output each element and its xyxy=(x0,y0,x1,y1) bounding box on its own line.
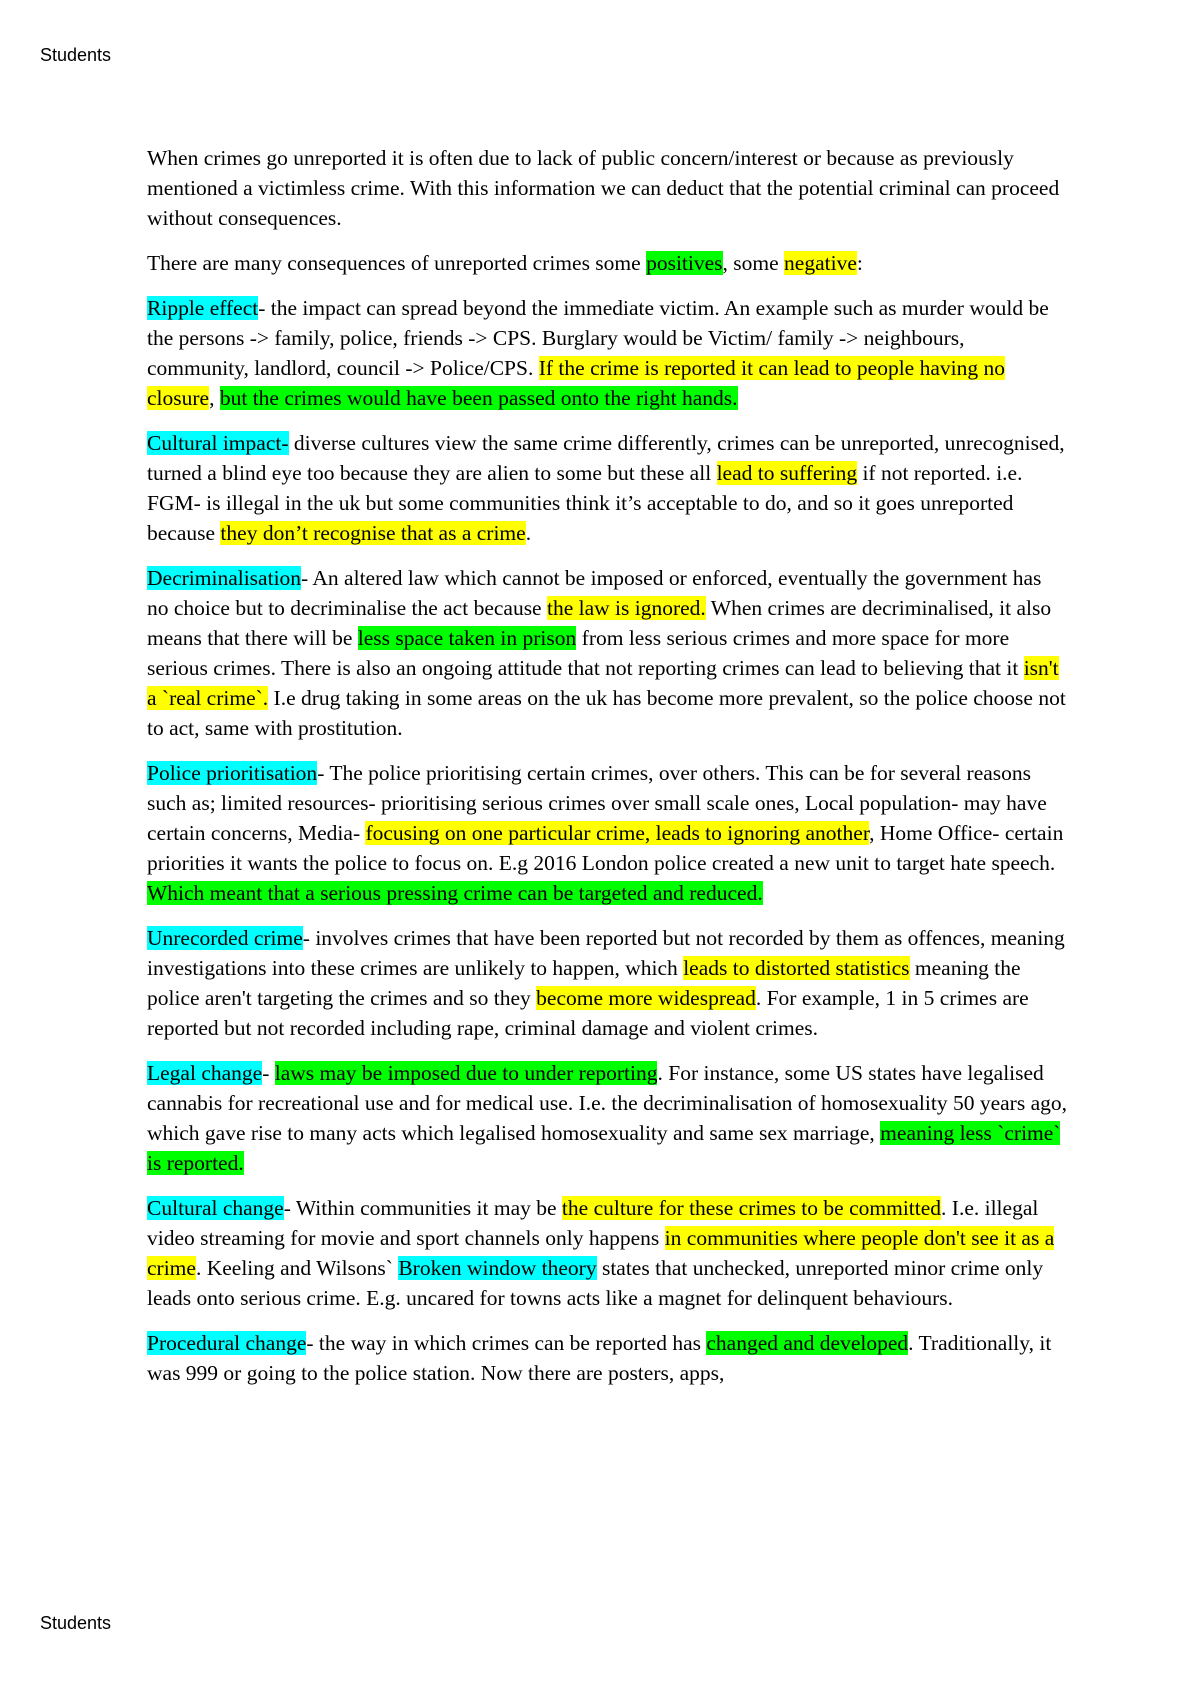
heading-highlight: Broken window theory xyxy=(398,1256,597,1280)
paragraph xyxy=(147,563,1067,743)
heading-highlight: Decriminalisation xyxy=(147,566,302,590)
paragraph xyxy=(147,758,1067,908)
positive-highlight: laws may be imposed due to under reporting xyxy=(274,1061,658,1085)
text-run: meaning the police aren't targeting the crimes and so they xyxy=(147,956,1021,1010)
text-run: . xyxy=(525,521,532,545)
text-run: - involves crimes that have been reported but not recorded by them as offences, meaning investigations into these crimes are unlikely to happen, which xyxy=(147,926,1065,980)
text-run: - xyxy=(262,1061,275,1085)
positive-highlight: but the crimes would have been passed onto the right hands. xyxy=(219,386,738,410)
negative-highlight: lead to suffering xyxy=(716,461,858,485)
text-run: states that unchecked, unreported minor crime only leads onto serious crime. E.g. uncared for towns acts like a magnet for delinquent behaviours. xyxy=(147,1256,1044,1310)
paragraph xyxy=(147,923,1067,1043)
text-run: , Home Office- certain priorities it wants the police to focus on. E.g 2016 London police created a new unit to target hate speech. xyxy=(147,821,1064,875)
text-run: from less serious crimes and more space for more serious crimes. There is also an ongoing attitude that not reporting crimes can lead to believing that it xyxy=(147,626,1024,680)
heading-highlight: Ripple effect xyxy=(147,296,259,320)
text-run: When crimes go unreported it is often due to lack of public concern/interest or because as previously mentioned a victimless crime. With this information we can deduct that the potential criminal can proceed without consequences. xyxy=(147,146,1060,230)
negative-highlight: If the crime is reported it can lead to people having no closure xyxy=(147,356,1005,410)
paragraph xyxy=(147,1058,1067,1178)
negative-highlight: the law is ignored. xyxy=(546,596,706,620)
text-run: . I.e. illegal video streaming for movie and sport channels only happens xyxy=(147,1196,1039,1250)
paragraph xyxy=(147,293,1067,413)
heading-highlight: Unrecorded crime xyxy=(147,926,303,950)
paragraph xyxy=(147,143,1067,233)
heading-highlight: Cultural change xyxy=(147,1196,284,1220)
negative-highlight: in communities where people don't see it as a crime xyxy=(147,1226,1055,1280)
paragraph xyxy=(147,1328,1067,1388)
text-run: . For example, 1 in 5 crimes are reported but not recorded including rape, criminal damage and violent crimes. xyxy=(147,986,1029,1040)
text-run: There are many consequences of unreported crimes some xyxy=(147,251,647,275)
text-run: . Keeling and Wilsons` xyxy=(195,1256,399,1280)
page-header-label: Students xyxy=(40,45,112,65)
positive-highlight: changed and developed xyxy=(706,1331,909,1355)
paragraph xyxy=(147,1193,1067,1313)
text-run: if not reported. i.e. FGM- is illegal in the uk but some communities think it’s acceptable to do, and so it goes unreported because xyxy=(147,461,1023,545)
paragraph xyxy=(147,248,1067,278)
paragraph xyxy=(147,428,1067,548)
positive-highlight: positives xyxy=(646,251,723,275)
text-run: When crimes are decriminalised, it also means that there will be xyxy=(147,596,1052,650)
text-run: - the impact can spread beyond the immediate victim. An example such as murder would be the persons -> family, police, friends -> CPS. Burglary would be Victim/ family -> neighbours, community, landlord, council -> Police/CPS. xyxy=(147,296,1049,380)
negative-highlight: isn't a `real crime`. xyxy=(147,656,1059,710)
negative-highlight: become more widespread xyxy=(536,986,756,1010)
text-run: , xyxy=(209,386,220,410)
heading-highlight: Police prioritisation xyxy=(147,761,318,785)
text-run: . For instance, some US states have legalised cannabis for recreational use and for medical use. I.e. the decriminalisation of homosexuality 50 years ago, which gave rise to many acts which legalised homosexuality and same sex marriage, xyxy=(147,1061,1067,1145)
text-run: I.e drug taking in some areas on the uk has become more prevalent, so the police choose not to act, same with prostitution. xyxy=(147,686,1066,740)
negative-highlight: leads to distorted statistics xyxy=(683,956,910,980)
heading-highlight: Procedural change xyxy=(147,1331,307,1355)
negative-highlight: focusing on one particular crime, leads to ignoring another xyxy=(365,821,870,845)
positive-highlight: less space taken in prison xyxy=(357,626,577,650)
negative-highlight: the culture for these crimes to be committed xyxy=(561,1196,942,1220)
page-footer-label: Students xyxy=(40,1613,112,1633)
positive-highlight: meaning less `crime` is reported. xyxy=(147,1121,1061,1175)
text-run: - The police prioritising certain crimes, over others. This can be for several reasons such as; limited resources- prioritising serious crimes over small scale ones, Local population- may have certain concerns, Media- xyxy=(147,761,1047,845)
negative-highlight: negative xyxy=(784,251,857,275)
negative-highlight: they don’t recognise that as a crime xyxy=(220,521,526,545)
heading-highlight: Cultural impact- xyxy=(147,431,289,455)
text-run: - the way in which crimes can be reported has xyxy=(306,1331,707,1355)
text-run: - Within communities it may be xyxy=(283,1196,562,1220)
text-run: : xyxy=(856,251,863,275)
text-run: . Traditionally, it was 999 or going to the police station. Now there are posters, apps, xyxy=(147,1331,1052,1385)
text-run: diverse cultures view the same crime differently, crimes can be unreported, unrecognised, turned a blind eye too because they are alien to some but these all xyxy=(147,431,1065,485)
positive-highlight: Which meant that a serious pressing crime can be targeted and reduced. xyxy=(147,881,763,905)
document-body xyxy=(147,143,1067,1403)
text-run: - An altered law which cannot be imposed or enforced, eventually the government has no choice but to decriminalise the act because xyxy=(147,566,1042,620)
text-run: , some xyxy=(722,251,785,275)
heading-highlight: Legal change xyxy=(147,1061,263,1085)
